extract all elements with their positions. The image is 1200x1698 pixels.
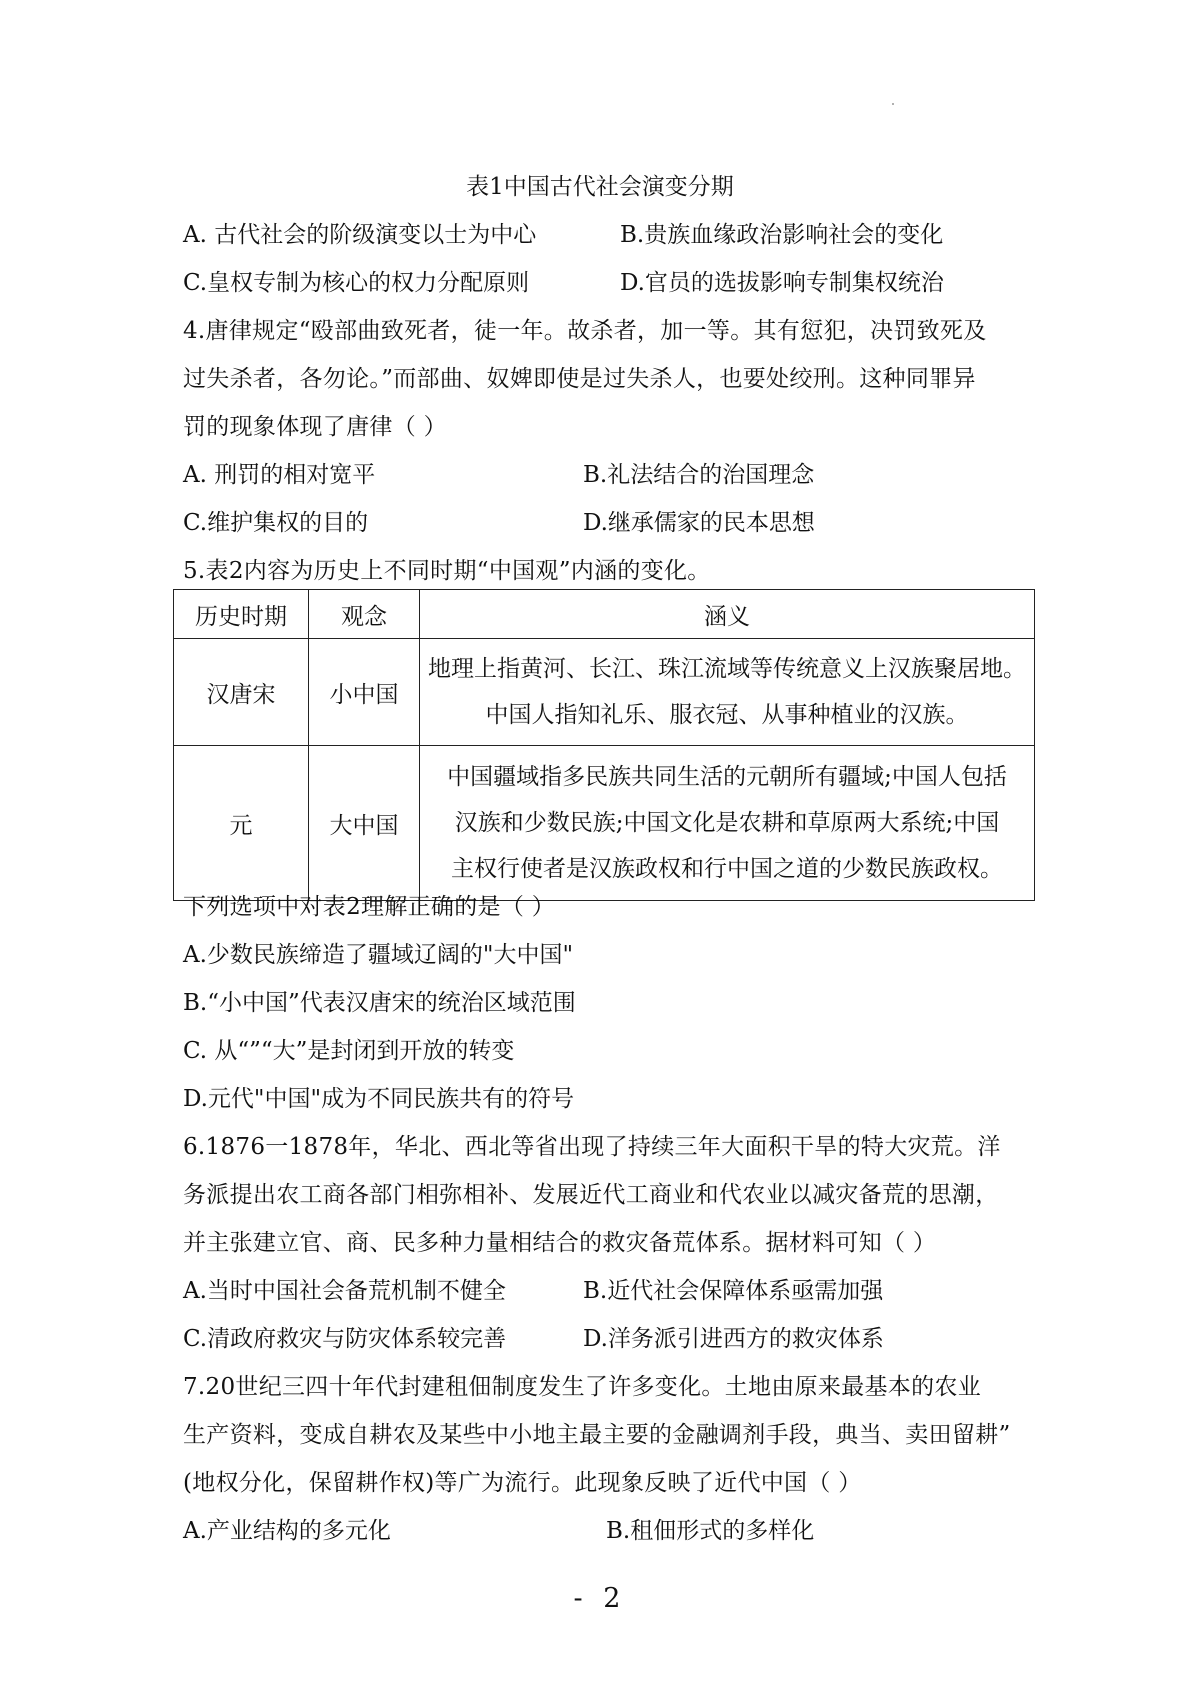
q4-option-d: D.继承儒家的民本思想	[583, 510, 815, 536]
row2-meaning	[420, 746, 1035, 901]
table-row	[174, 746, 1035, 901]
q4-line-1: 4.唐律规定“殴部曲致死者，徒一年。故杀者，加一等。其有愆犯，决罚致死及	[183, 318, 987, 344]
row1-concept: 小中国	[309, 639, 420, 746]
row2-meaning-line: 主权行使者是汉族政权和行中国之道的少数民族政权。	[451, 856, 1003, 882]
table1-caption: 表1中国古代社会演变分期	[466, 174, 734, 200]
header-concept: 观念	[309, 590, 420, 639]
q6-option-d: D.洋务派引进西方的救灾体系	[583, 1326, 884, 1352]
q5-question: 下列选项中对表2理解正确的是（ ）	[183, 894, 556, 920]
q3-option-c: C.皇权专制为核心的权力分配原则	[183, 270, 530, 296]
row2-meaning-line: 中国疆域指多民族共同生活的元朝所有疆域;中国人包括	[447, 764, 1007, 790]
q5-option-b: B.“小中国”代表汉唐宋的统治区域范围	[183, 990, 576, 1016]
row2-period: 元	[174, 746, 309, 901]
q6-option-a: A.当时中国社会备荒机制不健全	[183, 1278, 506, 1304]
q7-line-3: (地权分化，保留耕作权)等广为流行。此现象反映了近代中国（ ）	[183, 1470, 862, 1496]
row1-meaning-line: 地理上指黄河、长江、珠江流域等传统意义上汉族聚居地。	[428, 656, 1026, 682]
q6-option-b: B.近代社会保障体系亟需加强	[583, 1278, 884, 1304]
q5-option-d: D.元代"中国"成为不同民族共有的符号	[183, 1086, 575, 1112]
q3-option-a: A. 古代社会的阶级演变以士为中心	[183, 222, 537, 248]
header-meaning: 涵义	[420, 590, 1035, 639]
q4-option-b: B.礼法结合的治国理念	[583, 462, 815, 488]
q6-line-1: 6.1876一1878年，华北、西北等省出现了持续三年大面积干旱的特大灾荒。洋	[183, 1134, 1001, 1160]
q7-option-b: B.租佃形式的多样化	[606, 1518, 815, 1544]
row1-meaning	[420, 639, 1035, 746]
q6-line-2: 务派提出农工商各部门相弥相补、发展近代工商业和代农业以减灾备荒的思潮，	[183, 1182, 999, 1208]
q7-line-1: 7.20世纪三四十年代封建租佃制度发生了许多变化。土地由原来最基本的农业	[183, 1374, 982, 1400]
table-2	[173, 589, 1035, 901]
row1-period: 汉唐宋	[174, 639, 309, 746]
q6-line-3: 并主张建立官、商、民多种力量相结合的救灾备荒体系。据材料可知（ ）	[183, 1230, 937, 1256]
q4-option-a: A. 刑罚的相对宽平	[183, 462, 376, 488]
page-number: - 2	[573, 1583, 627, 1614]
q5-option-a: A.少数民族缔造了疆域辽阔的"大中国"	[183, 942, 574, 968]
header-period: 历史时期	[174, 590, 309, 639]
q3-option-b: B.贵族血缘政治影响社会的变化	[620, 222, 944, 248]
table-header-row	[174, 590, 1035, 639]
q7-line-2: 生产资料，变成自耕农及某些中小地主最主要的金融调剂手段，典当、卖田留耕”	[183, 1422, 1011, 1448]
row2-meaning-line: 汉族和少数民族;中国文化是农耕和草原两大系统;中国	[454, 810, 1000, 836]
q4-line-2: 过失杀者，各勿论。”而部曲、奴婢即使是过失杀人，也要处绞刑。这种同罪异	[183, 366, 976, 392]
row1-meaning-line: 中国人指知礼乐、服衣冠、从事种植业的汉族。	[485, 702, 969, 728]
row2-concept: 大中国	[309, 746, 420, 901]
q5-option-c: C. 从“”“大”是封闭到开放的转变	[183, 1038, 515, 1064]
q3-option-d: D.官员的选拔影响专制集权统治	[620, 270, 944, 296]
scan-speck	[892, 103, 894, 105]
table-row	[174, 639, 1035, 746]
q6-option-c: C.清政府救灾与防灾体系较完善	[183, 1326, 507, 1352]
q4-line-3: 罚的现象体现了唐律（ ）	[183, 414, 447, 440]
q4-option-c: C.维护集权的目的	[183, 510, 369, 536]
q7-option-a: A.产业结构的多元化	[183, 1518, 391, 1544]
q5-intro: 5.表2内容为历史上不同时期“中国观”内涵的变化。	[183, 558, 711, 584]
